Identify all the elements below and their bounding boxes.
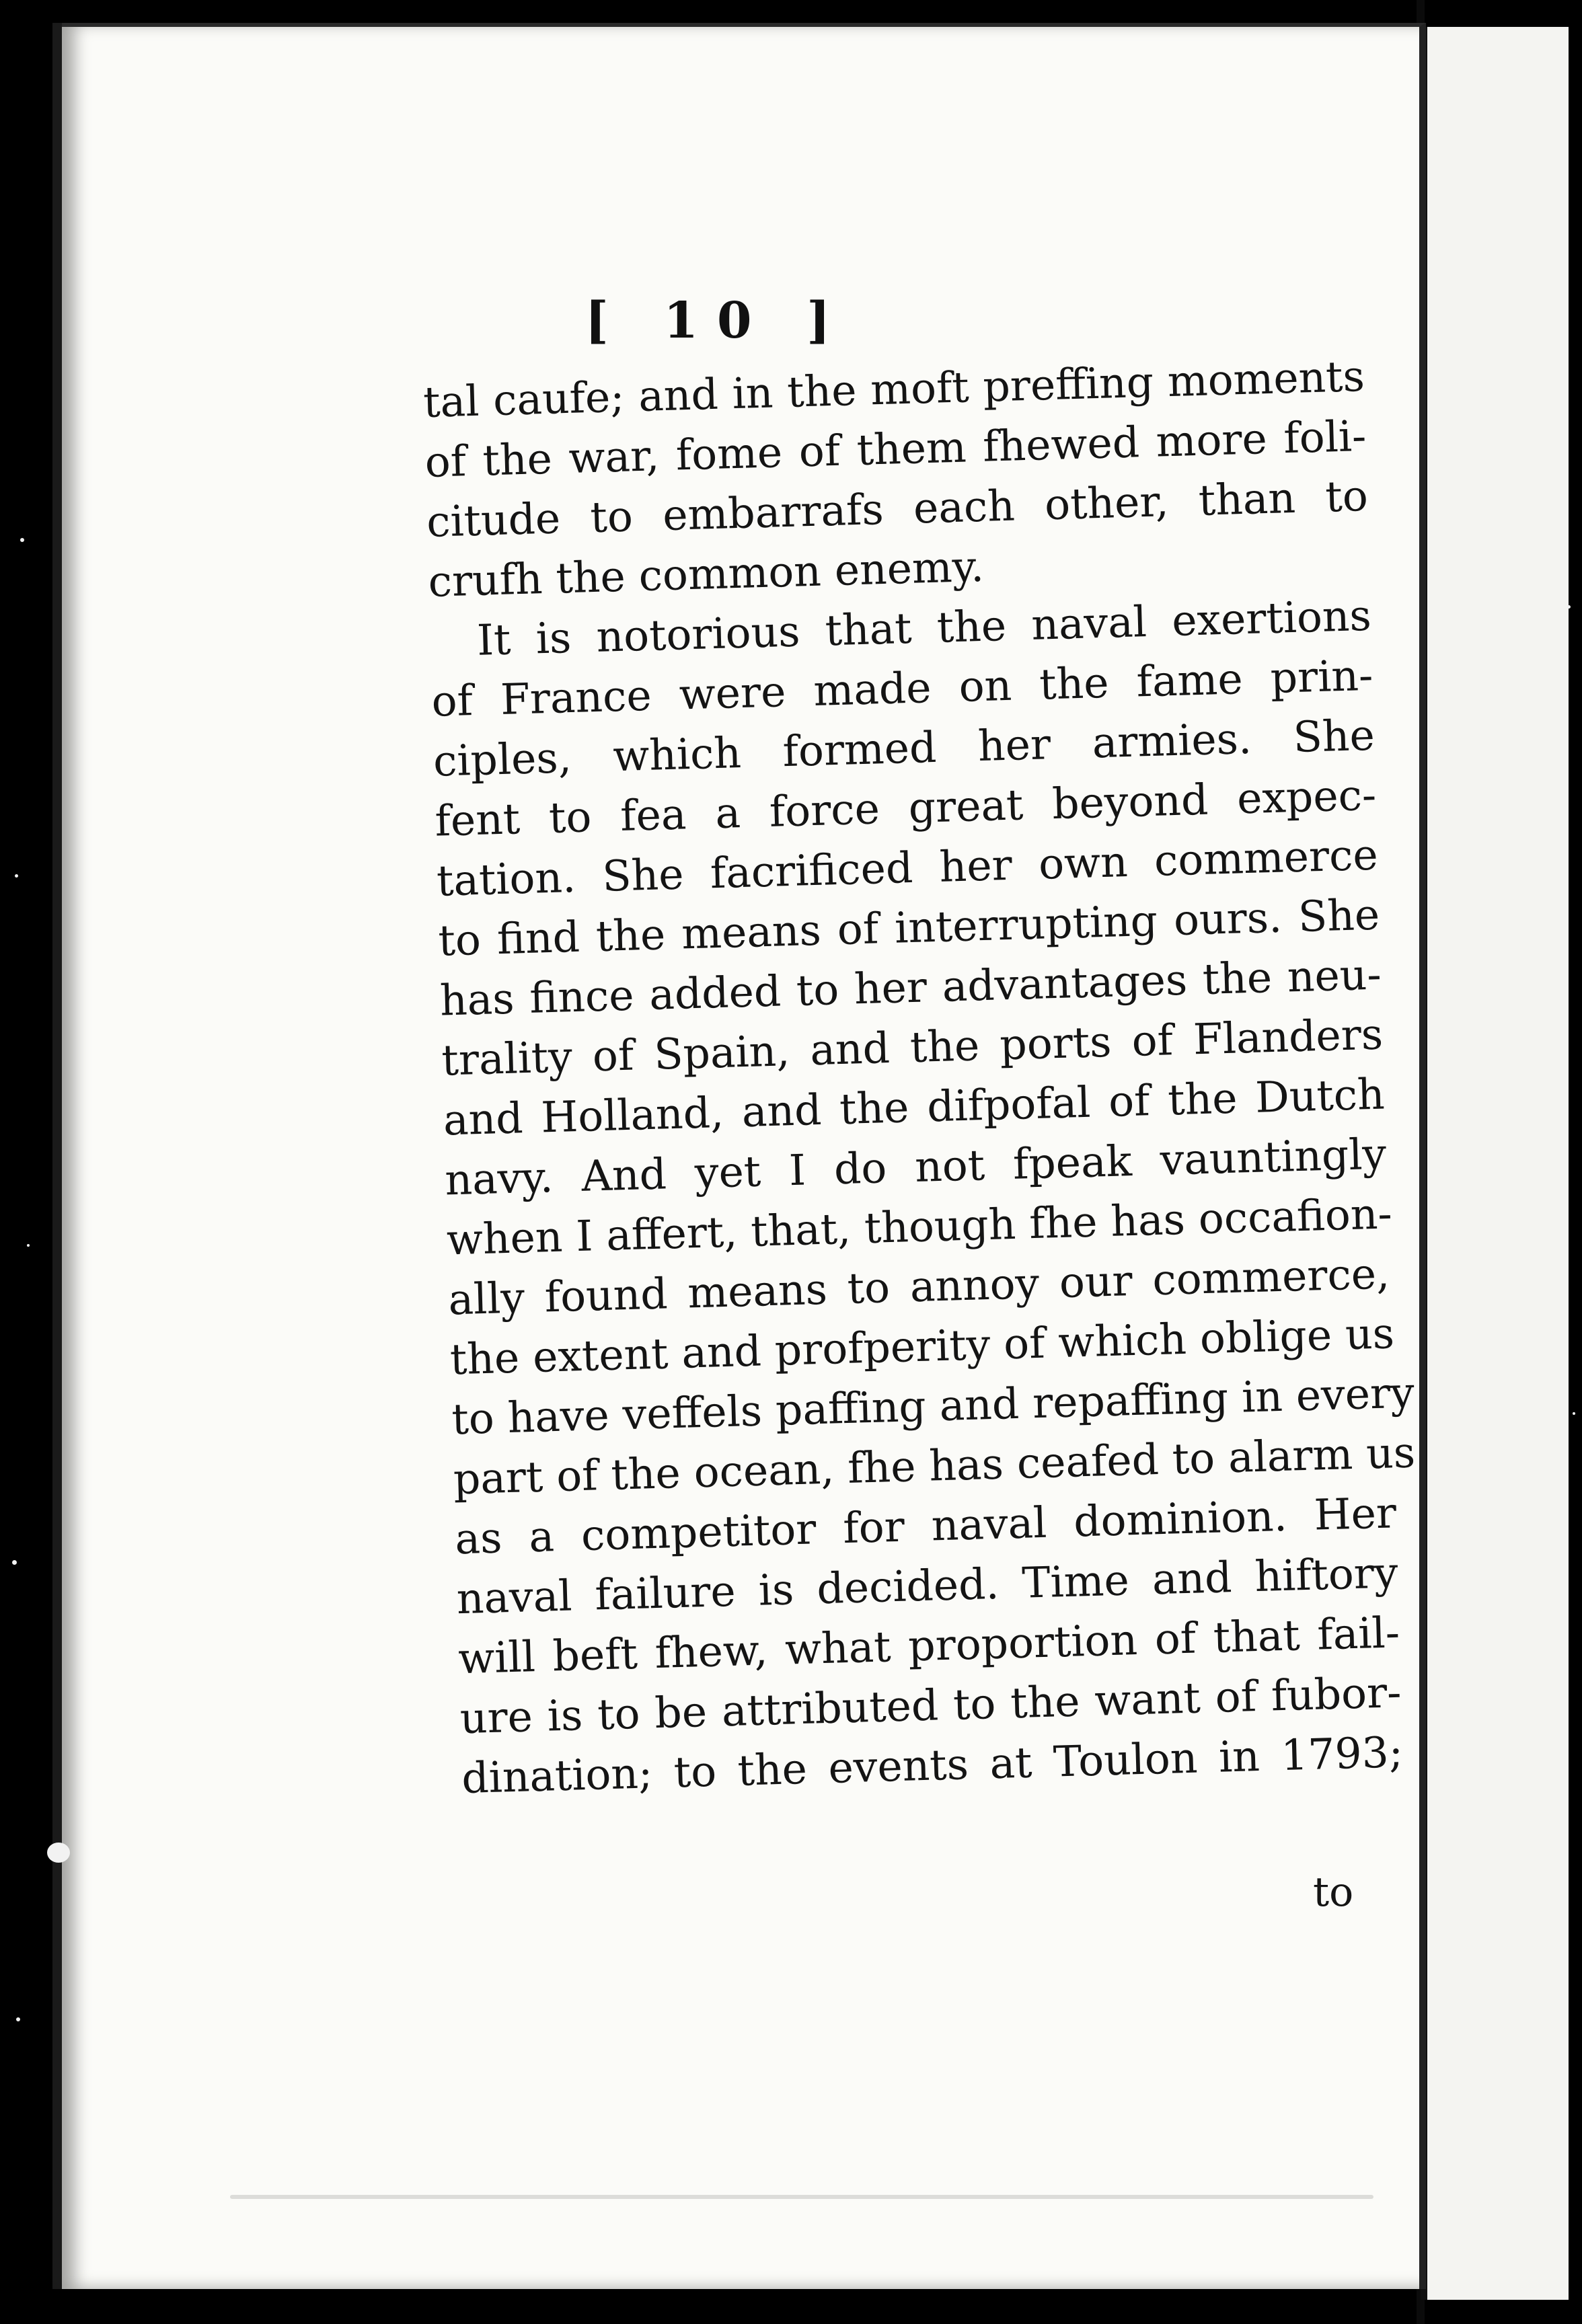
text-line: of the war, fome of them fhewed more foli- <box>424 411 1367 487</box>
text-line: citude to embarrafs each other, than to <box>426 471 1369 547</box>
page-number-header: [ 10 ] <box>585 292 850 350</box>
text-line: to find the means of interrupting ours. She <box>437 890 1381 966</box>
text-line: fent to fea a force great beyond expec- <box>434 770 1378 846</box>
text-line: to have veffels paffing and repaffing in every <box>451 1368 1415 1444</box>
text-line: dination; to the events at Toulon in 1793; <box>461 1728 1404 1804</box>
text-line: has fince added to her advantages the neu- <box>439 950 1382 1025</box>
text-line: part of the ocean, fhe has ceafed to alarm us <box>452 1428 1417 1504</box>
text-line: the extent and profperity of which oblige us <box>449 1309 1395 1385</box>
text-line: trality of Spain, and the ports of Flanders <box>441 1009 1384 1085</box>
text-line: ciples, which formed her armies. She <box>432 710 1376 786</box>
text-line: will beft fhew, what proportion of that fail- <box>457 1608 1400 1684</box>
page-bottom-edge <box>230 2195 1373 2199</box>
text-line: and Holland, and the difpofal of the Dutch <box>443 1069 1386 1145</box>
text-line: ure is to be attributed to the want of fubor- <box>459 1668 1402 1744</box>
page-body-text <box>422 346 1417 1808</box>
text-line: of France were made on the fame prin- <box>430 650 1374 726</box>
text-line: navy. And yet I do not fpeak vauntingly <box>444 1129 1388 1205</box>
text-line: crufh the common enemy. <box>427 541 985 607</box>
text-line: ally found means to annoy our commerce, <box>447 1249 1390 1325</box>
text-line: tation. She facrificed her own commerce <box>436 830 1379 906</box>
text-line: when I affert, that, though fhe has occafion- <box>446 1189 1393 1265</box>
catchword: to <box>1313 1869 1354 1916</box>
book-page <box>52 23 1426 2289</box>
adjacent-page-edge <box>1421 27 1569 2300</box>
text-line: as a competitor for naval dominion. Her <box>454 1488 1397 1564</box>
paragraph-first-line: It is notorious that the naval exertions <box>476 590 1372 665</box>
text-line: tal caufe; and in the moft preffing moments <box>422 351 1365 427</box>
text-line: naval failure is decided. Time and hiftory <box>455 1548 1399 1624</box>
